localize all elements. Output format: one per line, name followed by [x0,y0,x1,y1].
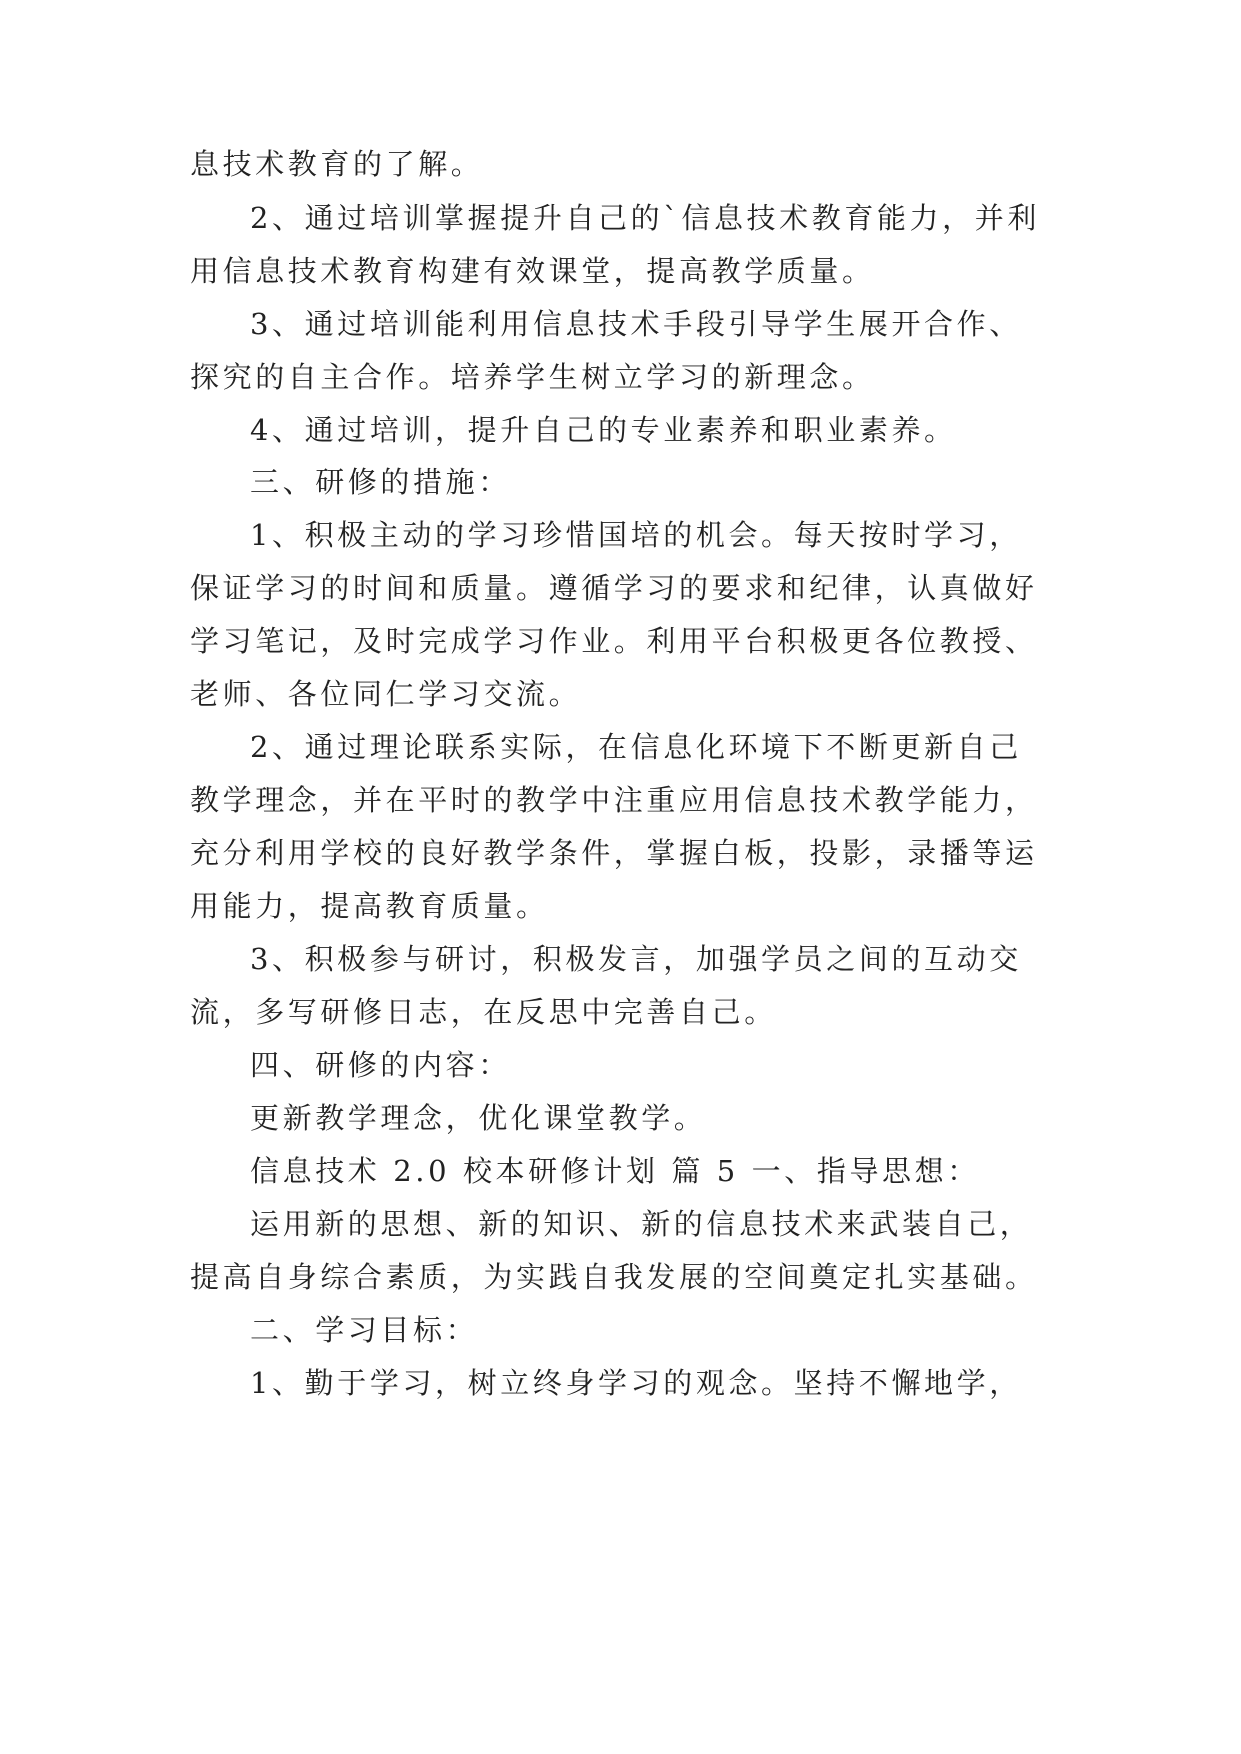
text-line: 学习笔记，及时完成学习作业。利用平台积极更各位教授、 [190,624,1038,658]
text-line: 息技术教育的了解。 [190,147,484,181]
text-line: 探究的自主合作。培养学生树立学习的新理念。 [190,360,875,394]
text-line: 4、通过培训，提升自己的专业素养和职业素养。 [250,413,957,447]
text-line: 1、勤于学习，树立终身学习的观念。坚持不懈地学， [250,1366,1022,1400]
text-line: 提高自身综合素质，为实践自我发展的空间奠定扎实基础。 [190,1260,1038,1294]
text-line: 充分利用学校的良好教学条件，掌握白板，投影，录播等运 [190,836,1038,870]
text-line: 3、通过培训能利用信息技术手段引导学生展开合作、 [250,307,1022,341]
section-heading: 三、研修的措施： [250,465,511,499]
text-line: 老师、各位同仁学习交流。 [190,677,582,711]
section-heading: 二、学习目标： [250,1313,479,1347]
section-heading: 四、研修的内容： [250,1048,511,1082]
text-line: 用能力，提高教育质量。 [190,889,549,923]
text-line: 保证学习的时间和质量。遵循学习的要求和纪律，认真做好 [190,571,1038,605]
section-title-line: 信息技术 2.0 校本研修计划 篇 5 一、指导思想： [250,1154,980,1188]
text-line: 1、积极主动的学习珍惜国培的机会。每天按时学习， [250,518,1022,552]
text-line: 运用新的思想、新的知识、新的信息技术来武装自己， [250,1207,1033,1241]
text-line: 流，多写研修日志，在反思中完善自己。 [190,995,777,1029]
text-line: 更新教学理念，优化课堂教学。 [250,1101,707,1135]
text-line: 用信息技术教育构建有效课堂，提高教学质量。 [190,254,875,288]
text-line: 3、积极参与研讨，积极发言，加强学员之间的互动交 [250,942,1022,976]
text-line: 2、通过理论联系实际，在信息化环境下不断更新自己 [250,730,1022,764]
text-line: 2、通过培训掌握提升自己的`信息技术教育能力，并利 [250,201,1040,235]
text-line: 教学理念，并在平时的教学中注重应用信息技术教学能力， [190,783,1038,817]
